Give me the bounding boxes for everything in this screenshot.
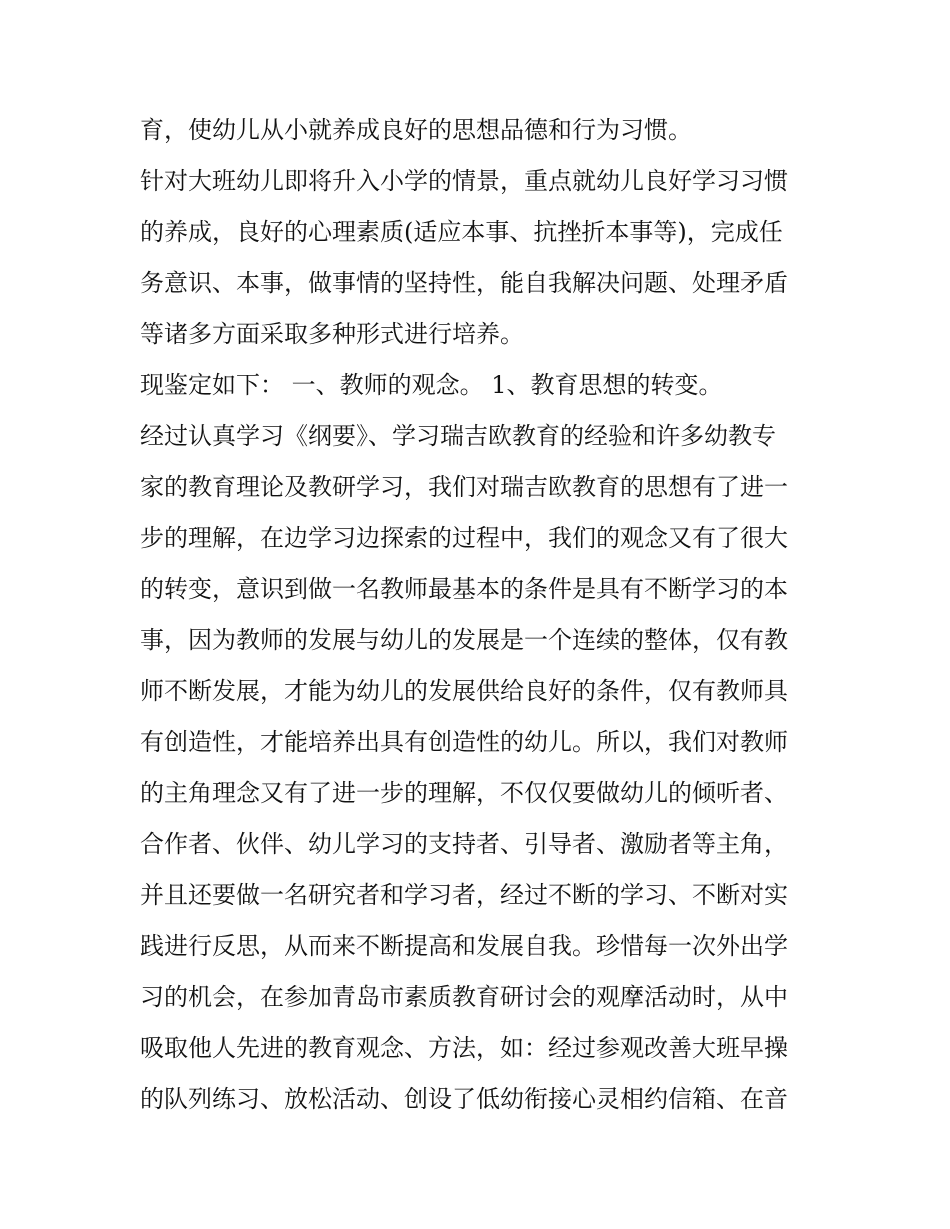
text-line: 习的机会，在参加青岛市素质教育研讨会的观摩活动时，从中 (140, 983, 788, 1011)
text-line: 的主角理念又有了进一步的理解，不仅仅要做幼儿的倾听者、 (140, 779, 788, 807)
text-line: 务意识、本事，做事情的坚持性，能自我解决问题、处理矛盾 (140, 269, 788, 297)
text-line: 育，使幼儿从小就养成良好的思想品德和行为习惯。 (140, 116, 692, 144)
paragraph-1 (140, 105, 820, 156)
paragraph-4 (140, 411, 820, 1125)
text-line: 事，因为教师的发展与幼儿的发展是一个连续的整体，仅有教 (140, 626, 788, 654)
text-line: 步的理解，在边学习边探索的过程中，我们的观念又有了很大 (140, 524, 788, 552)
text-line: 的队列练习、放松活动、创设了低幼衔接心灵相约信箱、在音 (140, 1085, 788, 1113)
text-line: 有创造性，才能培养出具有创造性的幼儿。所以，我们对教师 (140, 728, 788, 756)
paragraph-3 (140, 360, 820, 411)
paragraph-2 (140, 156, 820, 360)
document-body (140, 105, 820, 1125)
text-line: 经过认真学习《纲要》、学习瑞吉欧教育的经验和许多幼教专 (140, 422, 776, 450)
text-line: 践进行反思，从而来不断提高和发展自我。珍惜每一次外出学 (140, 932, 788, 960)
text-line: 师不断发展，才能为幼儿的发展供给良好的条件，仅有教师具 (140, 677, 788, 705)
text-line: 家的教育理论及教研学习，我们对瑞吉欧教育的思想有了进一 (140, 473, 788, 501)
text-line: 合作者、伙伴、幼儿学习的支持者、引导者、激励者等主角， (140, 830, 788, 858)
text-line: 等诸多方面采取多种形式进行培养。 (140, 320, 524, 348)
text-line: 针对大班幼儿即将升入小学的情景，重点就幼儿良好学习习惯 (140, 167, 788, 195)
text-line: 吸取他人先进的教育观念、方法，如：经过参观改善大班早操 (140, 1034, 788, 1062)
text-line: 并且还要做一名研究者和学习者，经过不断的学习、不断对实 (140, 881, 788, 909)
text-line: 的养成，良好的心理素质(适应本事、抗挫折本事等)，完成任 (140, 218, 783, 246)
text-line: 的转变，意识到做一名教师最基本的条件是具有不断学习的本 (140, 575, 788, 603)
text-line: 现鉴定如下： 一、教师的观念。 1、教育思想的转变。 (140, 371, 723, 399)
